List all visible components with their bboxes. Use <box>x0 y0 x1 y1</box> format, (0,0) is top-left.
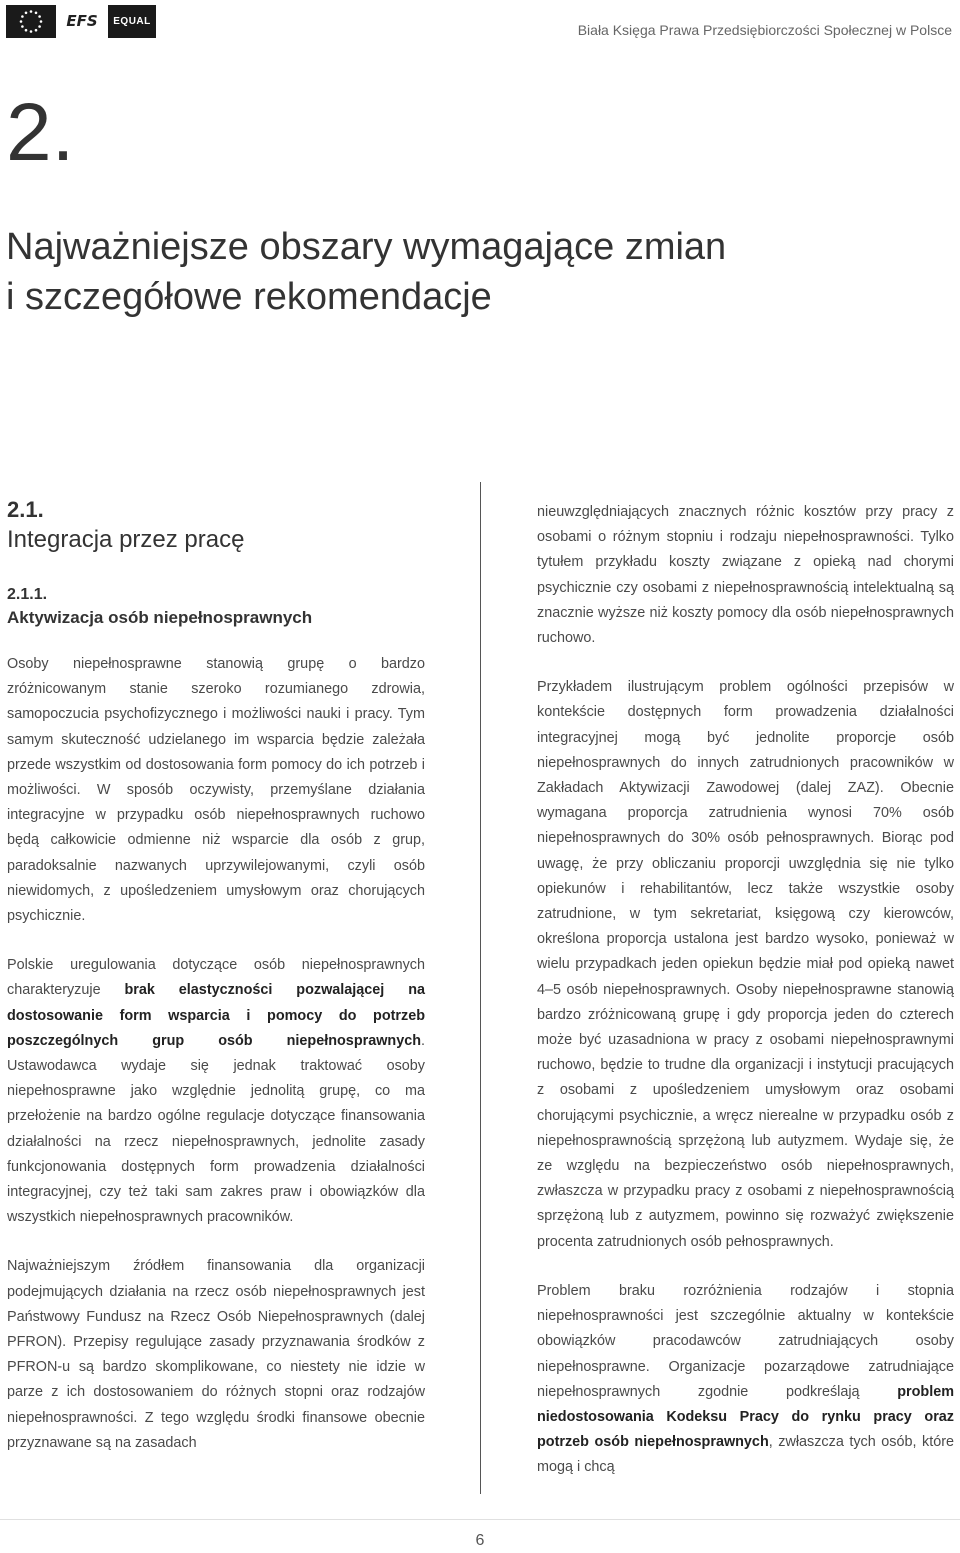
page-number: 6 <box>475 1532 485 1549</box>
left-column <box>7 496 425 1480</box>
right-paragraph-3: Problem braku rozróżnienia rodzajów i stopnia niepełnosprawności jest szczególnie aktualny w kontekście obowiązków pracodawców zatrudniających osoby niepełnosprawne. Organizacje pozarządowe zatrudniające niepełnosprawnych zgodnie podkreślają problem niedostosowania Kodeksu Pracy do rynku pracy oraz potrzeb osób niepełnosprawnych, zwłaszcza tych osób, które mogą i chcą <box>537 1282 954 1476</box>
header-logos <box>6 4 156 38</box>
right-paragraph-2: Przykładem ilustrującym problem ogólności przepisów w kontekście dostępnych form prowadzenia działalności integracyjnej mogą być jednolite proporcje osób niepełnosprawnych do innych zatrudnionych pracowników w Zakładach Aktywizacji Zawodowej (dalej ZAZ). Obecnie wymagana proporcja zatrudnienia wynosi 70% osób niepełnosprawnych do 30% osób pełnosprawnych. Biorąc pod uwagę, że przy obliczaniu proporcji uwzględnia się nie tylko opiekunów i rehabilitantów, lecz także wszystkie osoby zatrudnione, w tym sekretariat, księgową czy kierowców, określona proporcja ustalona jest bardzo wysoko, ponieważ w wielu przypadkach jeden opiekun będzie miał pod opieką nawet 4–5 osób niepełnosprawnych. Osoby niepełnosprawne stanowią bardzo zróżnicowaną grupę i gdy proporcja jeden do czterech może być uzasadniona w pracy z osobami niepełnosprawnymi ruchowo, będzie to trudne dla organizacji i instytucji pracujących z osobami z upośledzeniem umysłowym oraz osobami chorującymi psychicznie, a wręcz nierealne w przypadku osób z niepełnosprawnością sprzężoną lub autyzmem. Wydaje się, że ze względu na bezpieczeństwo osób niepełnosprawnych, zwłaszcza w przypadku pracy z osobami z niepełnosprawnością sprzężoną lub z autyzmem, powinno się rozważyć zwiększenie procenta zatrudnionych osób pełnosprawnych. <box>537 679 954 1250</box>
footer-rule <box>0 1519 960 1520</box>
left-paragraph-3: Najważniejszym źródłem finansowania dla organizacji podejmujących działania na rzecz osób niepełnosprawnych jest Państwowy Fundusz na Rzecz Osób Niepełnosprawnych (dalej PFRON). Przepisy regulujące zasady przyznawania środków z PFRON-u są bardzo skomplikowane, co niestety nie idzie w parze z ich dostosowaniem do różnych stopni oraz rodzajów niepełnosprawności. Z tego względu środki finansowe obecnie przyznawane są na zasadach <box>7 1258 425 1451</box>
emphasis-text: problem niedostosowania Kodeksu Pracy do rynku pracy oraz potrzeb osób niepełnosprawnych <box>537 1383 954 1451</box>
subsection-number: 2.1.1. <box>7 586 48 603</box>
column-divider <box>480 482 481 1494</box>
efs-logo: EFS <box>66 12 98 30</box>
chapter-title-line-2: i szczegółowe rekomendacje <box>6 276 492 318</box>
right-paragraph-1: nieuwzględniających znacznych różnic kosztów przy pracy z osobami o różnym stopniu i rodzaju niepełnosprawności. Tylko tytułem przykładu koszty związane z opieką nad chorymi psychicznie czy osobami z niepełnosprawnością intelektualną są znacznie wyższe niż koszty pomocy dla osób niepełnosprawnych ruchowo. <box>537 504 954 647</box>
left-paragraph-1: Osoby niepełnosprawne stanowią grupę o bardzo zróżnicowanym stanie szeroko rozumianego zdrowia, samopoczucia psychofizycznego i możliwości nauki i pracy. Tym samym skuteczność udzielanego im wsparcia będzie zależała przede wszystkim od dostosowania form pomocy do ich potrzeb i możliwości. W sposób oczywisty, przemyślane działania integracyjne w przypadku osób niepełnosprawnych ruchowo będą całkowicie odmienne niż wsparcie dla osób z grup, paradoksalnie nazwanych uprzywilejowanymi, czyli osób niewidomych, z upośledzeniem umysłowym oraz chorujących psychicznie. <box>7 656 425 925</box>
running-header-title: Biała Księga Prawa Przedsiębiorczości Społecznej w Polsce <box>577 22 952 38</box>
emphasis-text: brak elastyczności pozwalającej na dostosowanie form wsparcia i pomocy do potrzeb poszczególnych grup osób niepełnosprawnych <box>7 982 425 1049</box>
left-paragraph-2: Polskie uregulowania dotyczące osób niepełnosprawnych charakteryzuje brak elastyczności pozwalającej na dostosowanie form wsparcia i pomocy do potrzeb poszczególnych grup osób niepełnosprawnych. Ustawodawca wydaje się jednak traktować osoby niepełnosprawne jako względnie jednolitą grupę, co ma przełożenie na bardzo ogólne regulacje dotyczące finansowania działalności na rzecz niepełnosprawnych, jednolite zasady funkcjonowania dostępnych form prowadzenia działalności integracyjnej, czy też taki sam zakres praw i obowiązków dla wszystkich niepełnosprawnych pracowników. <box>7 957 425 1226</box>
equal-logo: EQUAL <box>108 5 156 38</box>
chapter-number: 2. <box>6 87 75 178</box>
section-title: Integracja przez pracę <box>7 526 245 553</box>
subsection-title: Aktywizacja osób niepełnosprawnych <box>7 608 313 627</box>
section-number: 2.1. <box>7 497 44 522</box>
chapter-title <box>6 222 766 322</box>
right-column <box>537 500 954 1505</box>
chapter-title-line-1: Najważniejsze obszary wymagające zmian <box>6 226 727 268</box>
eu-flag-icon <box>6 5 56 38</box>
